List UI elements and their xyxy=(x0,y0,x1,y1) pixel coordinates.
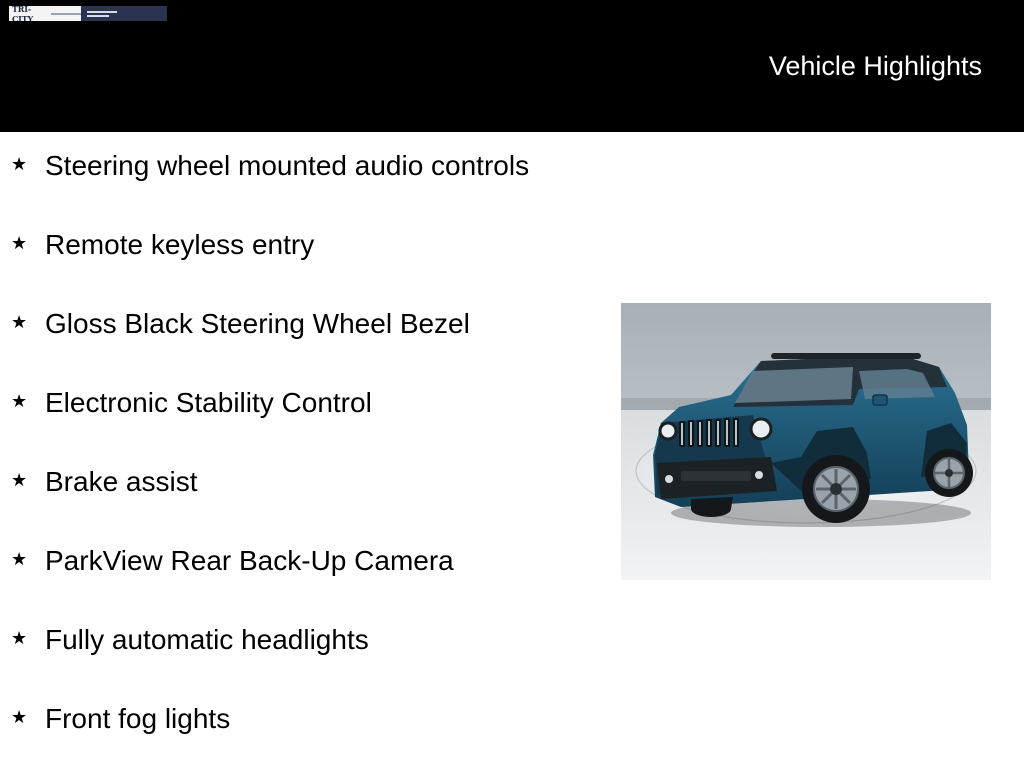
dealer-logo xyxy=(9,6,167,21)
highlight-label: Remote keyless entry xyxy=(45,229,315,260)
page-title: Vehicle Highlights xyxy=(768,51,982,81)
dealer-logo-contact-block xyxy=(81,6,167,21)
highlight-label: Gloss Black Steering Wheel Bezel xyxy=(45,308,470,339)
highlight-label: Fully automatic headlights xyxy=(45,624,369,655)
list-item xyxy=(0,140,600,200)
list-item xyxy=(0,535,600,595)
highlight-label: Steering wheel mounted audio controls xyxy=(45,150,530,181)
list-item xyxy=(0,219,600,279)
star-icon: ★ xyxy=(11,707,28,727)
star-icon: ★ xyxy=(11,233,28,253)
highlight-label: Electronic Stability Control xyxy=(45,387,372,418)
highlight-label: ParkView Rear Back-Up Camera xyxy=(45,545,454,576)
vehicle-photo xyxy=(621,303,991,580)
star-icon: ★ xyxy=(11,154,28,174)
logo-contact-line xyxy=(87,11,117,13)
vehicle-photo-svg xyxy=(621,303,991,580)
star-icon: ★ xyxy=(11,470,28,490)
list-item xyxy=(0,377,600,437)
dealer-logo-text: TRI-CITY xyxy=(12,6,33,21)
star-icon: ★ xyxy=(11,391,28,411)
dealer-logo-mark xyxy=(9,6,81,21)
list-item xyxy=(0,298,600,358)
logo-contact-line xyxy=(87,15,109,17)
star-icon: ★ xyxy=(11,628,28,648)
highlight-label: Front fog lights xyxy=(45,703,231,734)
star-icon: ★ xyxy=(11,312,28,332)
list-item xyxy=(0,456,600,516)
list-item xyxy=(0,693,600,753)
highlight-label: Brake assist xyxy=(45,466,198,497)
star-icon: ★ xyxy=(11,549,28,569)
list-item xyxy=(0,614,600,674)
header-bar xyxy=(0,0,1024,132)
logo-tagline-line xyxy=(51,13,81,15)
